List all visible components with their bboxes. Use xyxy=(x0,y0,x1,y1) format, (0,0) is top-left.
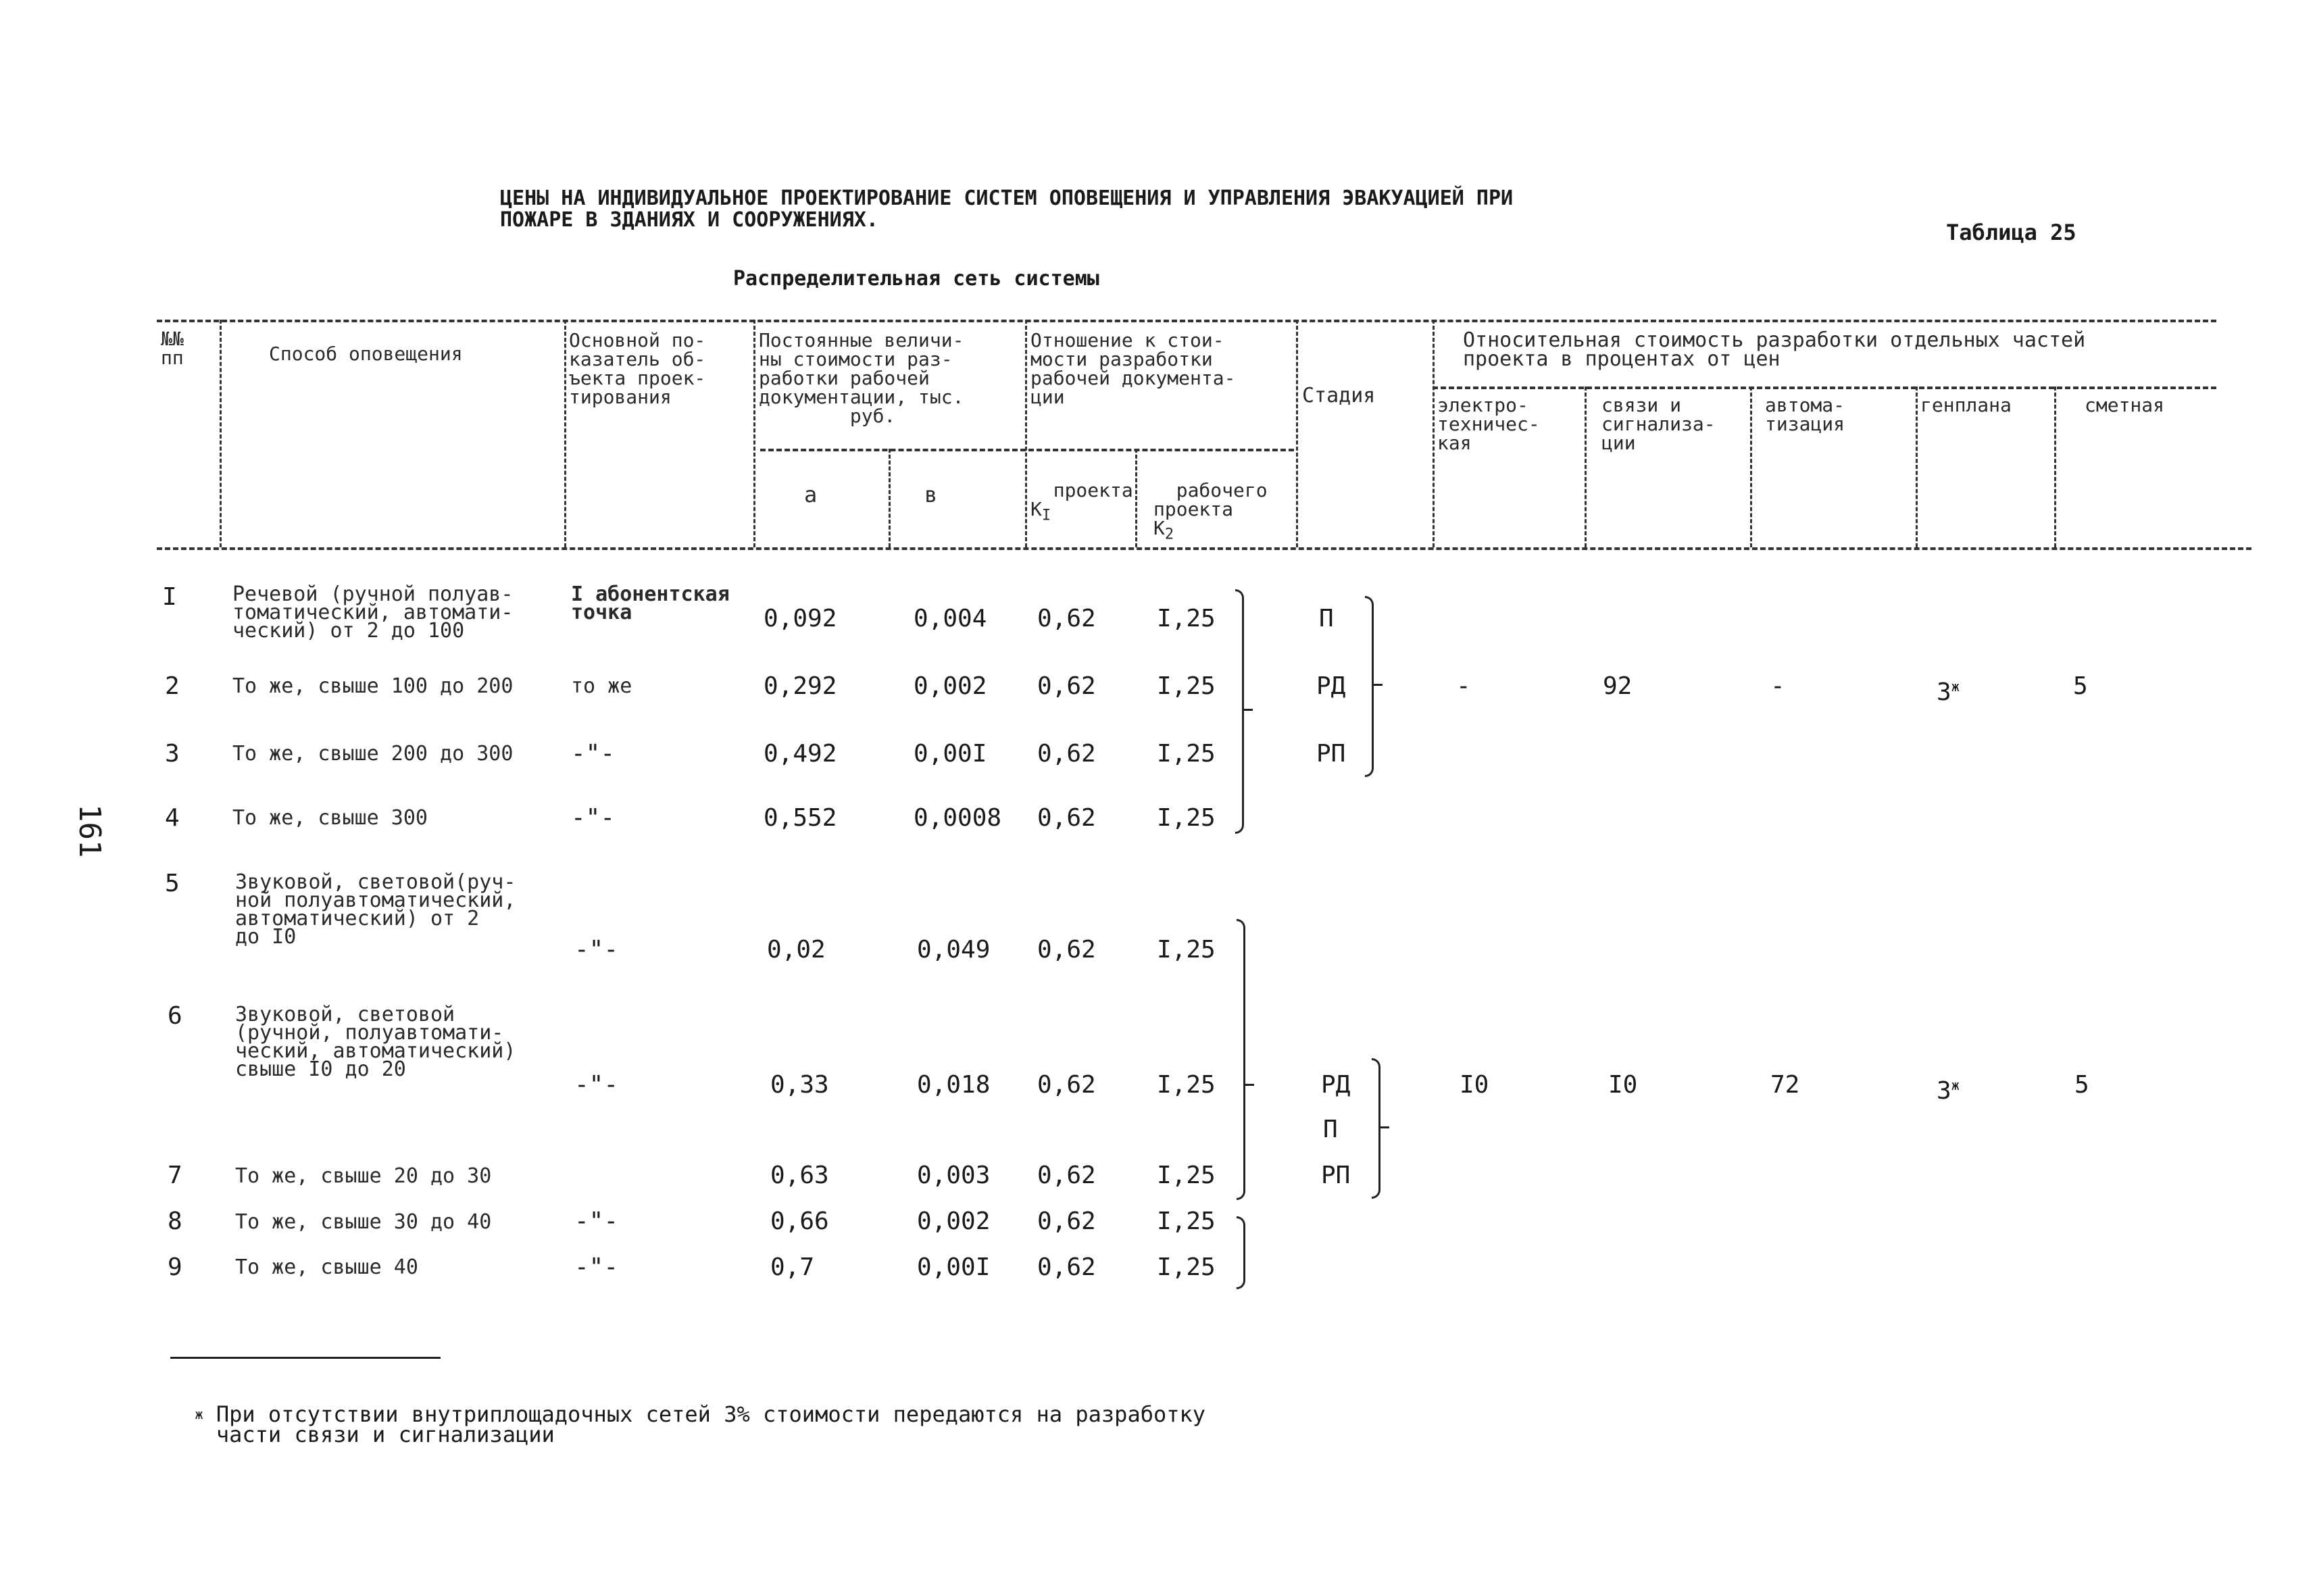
row-1-k1: 0,62 xyxy=(1037,605,1096,632)
row-7-a: 0,63 xyxy=(770,1162,829,1189)
row-3-b: 0,00I xyxy=(914,740,987,768)
row-9-method: То же, свыше 40 xyxy=(235,1255,418,1279)
group-2-k-bracket-tip xyxy=(1245,1084,1254,1086)
group-2-genplan xyxy=(1937,1073,1960,1103)
row-3-k2: I,25 xyxy=(1157,740,1216,768)
header-method: Способ оповещения xyxy=(269,343,463,365)
table-subtitle: Распределительная сеть системы xyxy=(733,267,1099,291)
header-ratio: Отношение к стои- мости разработки рабочей документа- ции xyxy=(1030,329,1236,408)
row-3-method: То же, свыше 200 до 300 xyxy=(232,742,514,766)
header-electro: электро- техничес- кая xyxy=(1437,394,1540,454)
footnote-rule xyxy=(170,1357,441,1359)
row-7-k1: 0,62 xyxy=(1037,1162,1096,1189)
row-2-k1: 0,62 xyxy=(1037,672,1096,700)
header-genplan: генплана xyxy=(1920,394,2012,416)
row-1-num: I xyxy=(162,583,177,611)
header-bottom-rule xyxy=(157,547,2251,550)
row-8-a: 0,66 xyxy=(770,1207,829,1235)
header-sub-rule xyxy=(760,449,1294,451)
col-divider xyxy=(564,320,566,547)
group-1-electro: - xyxy=(1456,672,1471,700)
group-2-stage-bracket-tip xyxy=(1380,1126,1389,1128)
row-8-k2: I,25 xyxy=(1157,1207,1216,1235)
row-6-k2: I,25 xyxy=(1157,1071,1216,1099)
row-5-k1: 0,62 xyxy=(1037,936,1096,964)
row-2-indicator: то же xyxy=(571,674,632,698)
col-divider xyxy=(753,320,755,547)
col-divider xyxy=(1296,320,1298,547)
row-2-method: То же, свыше 100 до 200 xyxy=(232,674,514,698)
row-3-k1: 0,62 xyxy=(1037,740,1096,768)
row-4-a: 0,552 xyxy=(764,804,837,832)
header-estimate: сметная xyxy=(2085,394,2165,416)
row-1-indicator: I абонентская точка xyxy=(571,582,730,624)
row-4-k1: 0,62 xyxy=(1037,804,1096,832)
row-5-a: 0,02 xyxy=(767,936,826,964)
group-2-genplan-mark: ж xyxy=(1951,1077,1960,1093)
group-2-k-bracket-lower xyxy=(1237,1216,1245,1289)
header-indicator: Основной по- казатель об- ъекта проек- тирования xyxy=(569,329,706,408)
group-1-stage-bracket xyxy=(1365,596,1374,777)
group-2-stage-2: П xyxy=(1323,1116,1338,1143)
header-rel: Относительная стоимость разработки отдельных частей проекта в процентах от цен xyxy=(1463,328,2086,371)
header-auto: автома- тизация xyxy=(1765,394,1845,435)
group-1-k-bracket-tip xyxy=(1243,709,1253,711)
header-k1 xyxy=(1030,462,1133,526)
row-4-indicator: -"- xyxy=(571,804,616,832)
row-6-num: 6 xyxy=(168,1002,182,1030)
footnote-text: При отсутствии внутриплощадочных сетей 3% стоимости передаются на разработку части связи и сигнализации xyxy=(216,1401,1206,1447)
row-7-num: 7 xyxy=(168,1162,182,1189)
row-8-method: То же, свыше 30 до 40 xyxy=(235,1210,492,1234)
col-divider xyxy=(1135,449,1137,547)
col-divider xyxy=(220,320,222,547)
row-2-b: 0,002 xyxy=(914,672,987,700)
row-7-method: То же, свыше 20 до 30 xyxy=(235,1164,492,1188)
header-a: а xyxy=(804,482,818,507)
group-2-auto: 72 xyxy=(1770,1071,1800,1099)
header-k1-label: проекта К xyxy=(1030,479,1133,520)
header-rel-rule xyxy=(1433,386,2216,389)
group-2-stage-bracket xyxy=(1372,1058,1380,1199)
col-divider xyxy=(1585,386,1587,547)
row-6-k1: 0,62 xyxy=(1037,1071,1096,1099)
group-2-stage-1: РД xyxy=(1321,1071,1351,1099)
col-divider xyxy=(889,449,891,547)
doc-title-line-2: ПОЖАРЕ В ЗДАНИЯХ И СООРУЖЕНИЯХ. xyxy=(500,208,878,232)
header-num: №№ пп xyxy=(161,328,184,369)
group-1-stage-3: РП xyxy=(1316,740,1346,768)
row-6-b: 0,018 xyxy=(917,1071,991,1099)
row-3-indicator: -"- xyxy=(571,740,616,768)
row-5-num: 5 xyxy=(165,870,180,897)
header-b: в xyxy=(924,482,938,507)
header-k2 xyxy=(1153,462,1268,545)
header-k1-sub: I xyxy=(1041,507,1051,524)
group-1-k-bracket xyxy=(1235,589,1244,834)
col-divider xyxy=(1433,320,1435,547)
row-9-k1: 0,62 xyxy=(1037,1253,1096,1281)
row-1-b: 0,004 xyxy=(914,605,987,632)
row-3-num: 3 xyxy=(165,740,180,768)
row-8-b: 0,002 xyxy=(917,1207,991,1235)
row-9-num: 9 xyxy=(168,1253,182,1281)
group-1-comm: 92 xyxy=(1603,672,1633,700)
group-2-estimate: 5 xyxy=(2074,1071,2089,1099)
row-6-a: 0,33 xyxy=(770,1071,829,1099)
group-1-stage-1: П xyxy=(1319,605,1334,632)
col-divider xyxy=(2054,386,2056,547)
row-7-k2: I,25 xyxy=(1157,1162,1216,1189)
row-7-b: 0,003 xyxy=(917,1162,991,1189)
header-stage: Стадия xyxy=(1302,384,1376,407)
row-8-k1: 0,62 xyxy=(1037,1207,1096,1235)
group-2-comm: I0 xyxy=(1608,1071,1638,1099)
group-1-genplan xyxy=(1937,674,1960,705)
header-k2-label: рабочего проекта К xyxy=(1153,479,1268,539)
row-5-method: Звуковой, световой(руч- ной полуавтоматический, автоматический) от 2 до I0 xyxy=(235,870,516,949)
row-5-k2: I,25 xyxy=(1157,936,1216,964)
group-2-k-bracket xyxy=(1237,919,1245,1200)
row-4-k2: I,25 xyxy=(1157,804,1216,832)
row-2-k2: I,25 xyxy=(1157,672,1216,700)
group-1-auto: - xyxy=(1770,672,1785,700)
row-2-a: 0,292 xyxy=(764,672,837,700)
row-6-indicator: -"- xyxy=(574,1071,619,1099)
header-const: Постоянные величи- ны стоимости раз- работки рабочей документации, тыс. руб. xyxy=(759,329,964,427)
row-9-indicator: -"- xyxy=(574,1253,619,1281)
page-number: 161 xyxy=(72,804,107,858)
row-4-method: То же, свыше 300 xyxy=(232,806,428,830)
footnote xyxy=(169,1384,1205,1445)
row-5-b: 0,049 xyxy=(917,936,991,964)
row-8-indicator: -"- xyxy=(574,1207,619,1235)
row-6-method: Звуковой, световой (ручной, полуавтомати- ческий, автоматический) свыше I0 до 20 xyxy=(235,1003,516,1081)
group-1-stage-2: РД xyxy=(1316,672,1346,700)
group-1-genplan-value: 3 xyxy=(1937,678,1951,706)
row-9-k2: I,25 xyxy=(1157,1253,1216,1281)
row-4-num: 4 xyxy=(165,804,180,832)
col-divider xyxy=(1750,386,1752,547)
footnote-mark: ж xyxy=(195,1406,203,1422)
col-divider xyxy=(1025,320,1027,547)
header-comm: связи и сигнализа- ции xyxy=(1601,394,1716,454)
row-9-b: 0,00I xyxy=(917,1253,991,1281)
row-1-k2: I,25 xyxy=(1157,605,1216,632)
row-1-method: Речевой (ручной полуав- томатический, автомати- ческий) от 2 до 100 xyxy=(232,582,514,643)
header-k2-sub: 2 xyxy=(1164,526,1174,543)
group-2-genplan-value: 3 xyxy=(1937,1077,1951,1105)
row-1-a: 0,092 xyxy=(764,605,837,632)
row-5-indicator: -"- xyxy=(574,936,619,964)
col-divider xyxy=(1916,386,1918,547)
group-1-genplan-mark: ж xyxy=(1951,678,1960,695)
row-8-num: 8 xyxy=(168,1207,182,1235)
table-label: Таблица 25 xyxy=(1946,220,2076,245)
group-1-stage-bracket-tip xyxy=(1373,684,1383,686)
row-9-a: 0,7 xyxy=(770,1253,815,1281)
row-2-num: 2 xyxy=(165,672,180,700)
row-4-b: 0,0008 xyxy=(914,804,1002,832)
group-2-stage-3: РП xyxy=(1321,1162,1351,1189)
row-3-a: 0,492 xyxy=(764,740,837,768)
group-1-estimate: 5 xyxy=(2073,672,2088,700)
group-2-electro: I0 xyxy=(1460,1071,1489,1099)
doc-title-line-1: ЦЕНЫ НА ИНДИВИДУАЛЬНОЕ ПРОЕКТИРОВАНИЕ СИСТЕМ ОПОВЕЩЕНИЯ И УПРАВЛЕНИЯ ЭВАКУАЦИЕЙ ПРИ xyxy=(500,186,1514,210)
header-top-rule xyxy=(157,320,2216,322)
